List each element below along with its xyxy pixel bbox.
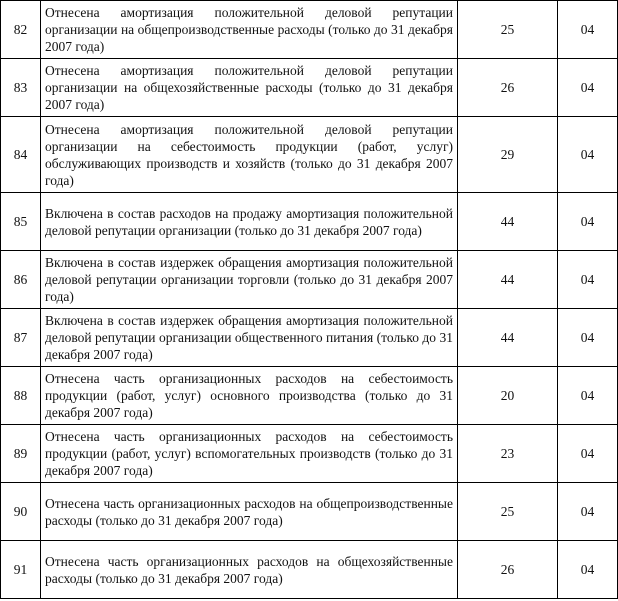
row-number: 84 (1, 117, 41, 193)
credit-account: 04 (558, 251, 618, 309)
debit-account: 44 (458, 309, 558, 367)
entry-description: Отнесена часть организационных расходов на себестоимость продукции (работ, услуг) вспомогательных производств (только до 31 декабря 2007 года) (41, 425, 458, 483)
row-number: 91 (1, 541, 41, 599)
table-row (1, 193, 618, 251)
debit-account: 44 (458, 251, 558, 309)
debit-account: 44 (458, 193, 558, 251)
credit-account: 04 (558, 483, 618, 541)
entry-description: Включена в состав издержек обращения амортизация положительной деловой репутации организации общественного питания (только до 31 декабря 2007 года) (41, 309, 458, 367)
debit-account: 20 (458, 367, 558, 425)
row-number: 90 (1, 483, 41, 541)
row-number: 85 (1, 193, 41, 251)
row-number: 86 (1, 251, 41, 309)
row-number: 83 (1, 59, 41, 117)
entry-description: Отнесена амортизация положительной деловой репутации организации на общепроизводственные расходы (только до 31 декабря 2007 года) (41, 1, 458, 59)
credit-account: 04 (558, 541, 618, 599)
row-number: 82 (1, 1, 41, 59)
table-row (1, 483, 618, 541)
credit-account: 04 (558, 309, 618, 367)
credit-account: 04 (558, 1, 618, 59)
row-number: 87 (1, 309, 41, 367)
debit-account: 25 (458, 1, 558, 59)
credit-account: 04 (558, 367, 618, 425)
table-row (1, 251, 618, 309)
credit-account: 04 (558, 193, 618, 251)
entry-description: Отнесена часть организационных расходов на общехозяйственные расходы (только до 31 декабря 2007 года) (41, 541, 458, 599)
debit-account: 29 (458, 117, 558, 193)
entry-description: Отнесена часть организационных расходов на общепроизводственные расходы (только до 31 декабря 2007 года) (41, 483, 458, 541)
entry-description: Отнесена часть организационных расходов на себестоимость продукции (работ, услуг) основного производства (только до 31 декабря 2007 года) (41, 367, 458, 425)
credit-account: 04 (558, 425, 618, 483)
table-row (1, 309, 618, 367)
debit-account: 23 (458, 425, 558, 483)
credit-account: 04 (558, 117, 618, 193)
entry-description: Включена в состав издержек обращения амортизация положительной деловой репутации организации торговли (только до 31 декабря 2007 года) (41, 251, 458, 309)
credit-account: 04 (558, 59, 618, 117)
debit-account: 26 (458, 59, 558, 117)
table-row (1, 541, 618, 599)
table-row (1, 425, 618, 483)
row-number: 88 (1, 367, 41, 425)
debit-account: 26 (458, 541, 558, 599)
debit-account: 25 (458, 483, 558, 541)
table-row (1, 59, 618, 117)
table-row (1, 117, 618, 193)
entry-description: Включена в состав расходов на продажу амортизация положительной деловой репутации организации (только до 31 декабря 2007 года) (41, 193, 458, 251)
table-row (1, 367, 618, 425)
table-row (1, 1, 618, 59)
row-number: 89 (1, 425, 41, 483)
entry-description: Отнесена амортизация положительной деловой репутации организации на общехозяйственные расходы (только до 31 декабря 2007 года) (41, 59, 458, 117)
entry-description: Отнесена амортизация положительной деловой репутации организации на себестоимость продукции (работ, услуг) обслуживающих производств и хозяйств (только до 31 декабря 2007 года) (41, 117, 458, 193)
